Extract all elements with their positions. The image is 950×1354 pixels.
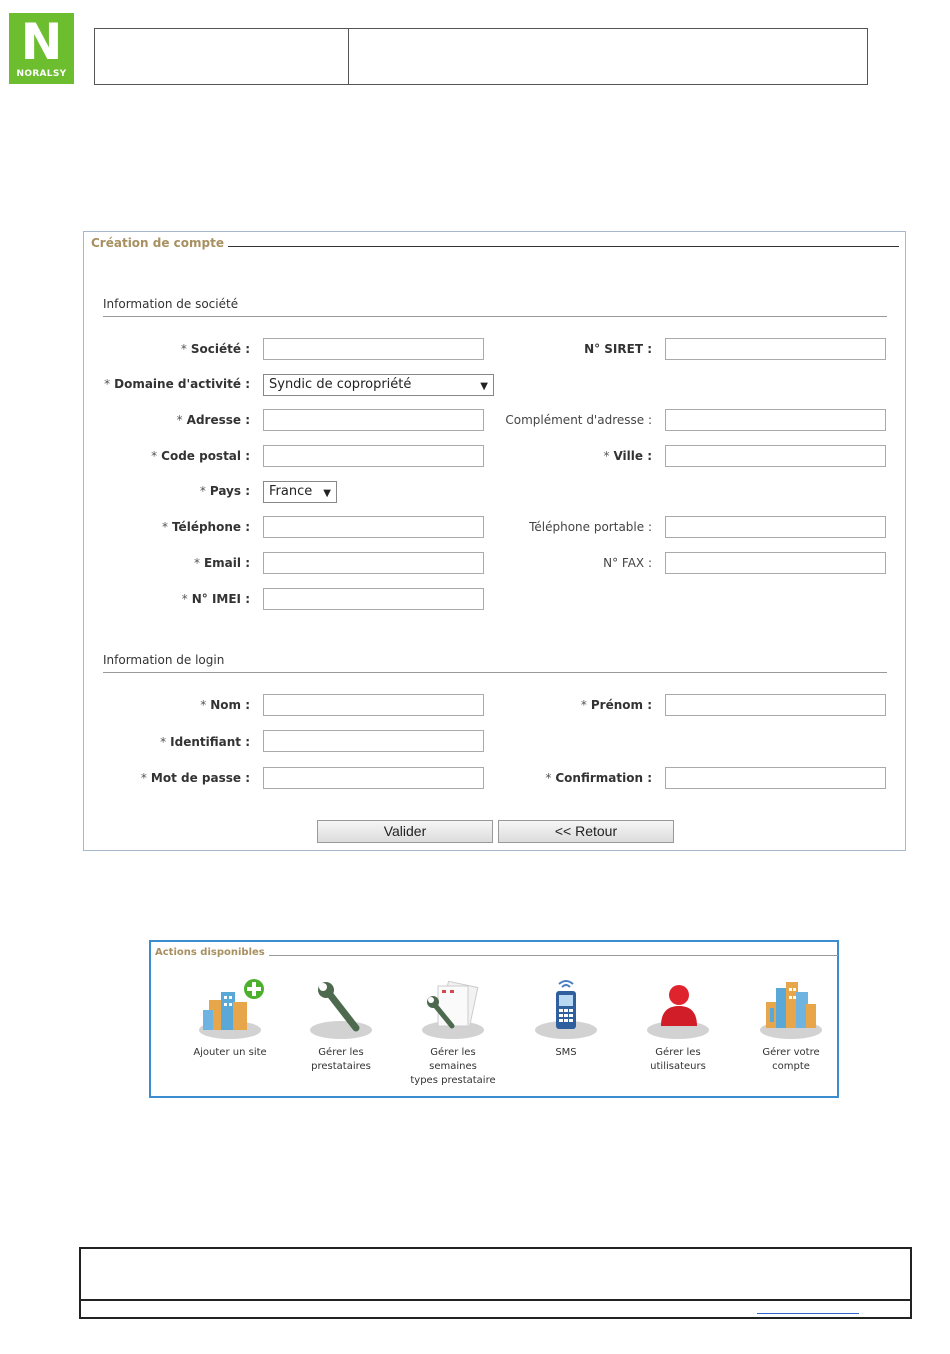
mot-de-passe-input[interactable] (263, 767, 484, 789)
buildings-icon (756, 978, 826, 1040)
ville-input[interactable] (665, 445, 886, 467)
email-label: * Email : (193, 556, 250, 570)
pays-select[interactable] (263, 481, 337, 503)
email-input[interactable] (263, 552, 484, 574)
action-caption: Gérer votre compte (762, 1047, 820, 1072)
retour-button[interactable]: << Retour (498, 820, 674, 843)
company-section-line (103, 316, 887, 317)
identifiant-input[interactable] (263, 730, 484, 752)
prenom-label: * Prénom : (580, 698, 652, 712)
domaine-value: Syndic de copropriété (269, 377, 412, 392)
calendar-wrench-icon (418, 978, 488, 1040)
account-creation-panel (83, 231, 906, 851)
action-caption: Gérer les prestataires (311, 1047, 371, 1072)
identifiant-label: * Identifiant : (160, 735, 250, 749)
action-sms[interactable] (516, 978, 616, 1060)
legend-line (228, 246, 899, 247)
mot-de-passe-label: * Mot de passe : (140, 771, 250, 785)
action-manage-providers[interactable] (291, 978, 391, 1074)
pays-label: * Pays : (199, 484, 250, 498)
logo-brand: NORALSY (16, 69, 67, 79)
actions-legend-line (269, 955, 838, 956)
action-manage-users[interactable] (628, 978, 728, 1074)
pays-value: France (269, 484, 313, 499)
prenom-input[interactable] (665, 694, 886, 716)
fax-label: N° FAX : (603, 556, 652, 570)
domaine-label: * Domaine d'activité : (104, 377, 250, 391)
adresse-label: * Adresse : (176, 413, 250, 427)
footer-link-underline[interactable] (757, 1313, 859, 1314)
actions-legend: Actions disponibles (155, 947, 269, 958)
nom-label: * Nom : (200, 698, 250, 712)
telephone-input[interactable] (263, 516, 484, 538)
action-manage-weeks[interactable] (403, 978, 503, 1088)
valider-button[interactable]: Valider (317, 820, 493, 843)
wrench-icon (306, 978, 376, 1040)
confirmation-label: * Confirmation : (545, 771, 652, 785)
header-divider (348, 28, 349, 85)
action-caption: Gérer les semaines types prestataire (410, 1047, 496, 1086)
footer-divider (79, 1299, 912, 1301)
societe-input[interactable] (263, 338, 484, 360)
telephone-label: * Téléphone : (161, 520, 250, 534)
adresse-input[interactable] (263, 409, 484, 431)
imei-label: * N° IMEI : (181, 592, 250, 606)
code-postal-input[interactable] (263, 445, 484, 467)
siret-input[interactable] (665, 338, 886, 360)
confirmation-input[interactable] (665, 767, 886, 789)
add-site-icon (195, 978, 265, 1040)
complement-label: Complément d'adresse : (505, 413, 652, 427)
societe-label: * Société : (180, 342, 250, 356)
action-caption: Gérer les utilisateurs (650, 1047, 706, 1072)
code-postal-label: * Code postal : (151, 449, 250, 463)
user-icon (643, 978, 713, 1040)
company-section-title: Information de société (103, 297, 239, 311)
imei-input[interactable] (263, 588, 484, 610)
tel-portable-input[interactable] (665, 516, 886, 538)
siret-label: N° SIRET : (584, 342, 652, 356)
action-manage-account[interactable] (741, 978, 841, 1074)
login-section-line (103, 672, 887, 673)
action-caption: SMS (555, 1047, 577, 1058)
fax-input[interactable] (665, 552, 886, 574)
tel-portable-label: Téléphone portable : (529, 520, 652, 534)
mobile-phone-icon (531, 978, 601, 1040)
domaine-select[interactable] (263, 374, 494, 396)
complement-input[interactable] (665, 409, 886, 431)
header-box (94, 28, 868, 85)
action-add-site[interactable] (180, 978, 280, 1060)
chevron-down-icon: ▼ (323, 488, 331, 499)
panel-legend: Création de compte (91, 236, 230, 250)
action-caption: Ajouter un site (193, 1047, 267, 1058)
ville-label: * Ville : (603, 449, 652, 463)
footer-box (79, 1247, 912, 1319)
logo-letter: N (20, 13, 63, 71)
chevron-down-icon: ▼ (480, 381, 488, 392)
login-section-title: Information de login (103, 653, 225, 667)
nom-input[interactable] (263, 694, 484, 716)
noralsy-logo (9, 13, 74, 84)
